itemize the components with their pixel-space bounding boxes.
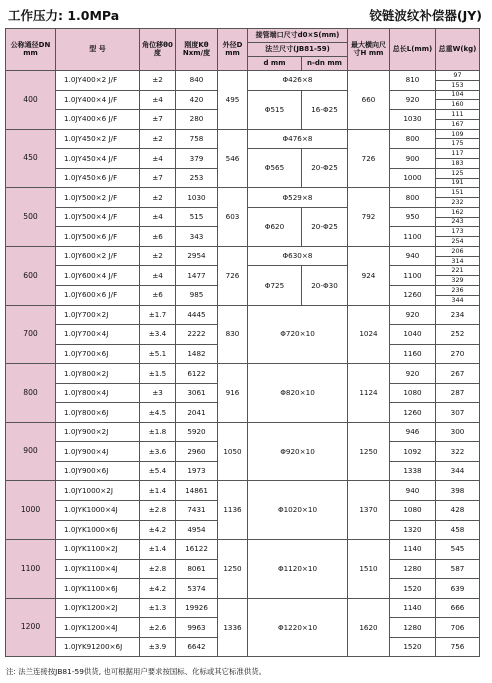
model-cell: 1.0JYK1100×6J — [56, 579, 140, 599]
weight-cell — [436, 149, 480, 169]
length-cell: 1100 — [390, 227, 436, 247]
length-cell: 920 — [390, 305, 436, 325]
height-cell: 1250 — [348, 422, 390, 481]
dn-cell: 1200 — [6, 598, 56, 657]
length-cell: 1160 — [390, 344, 436, 364]
model-cell: 1.0JY900×2J — [56, 422, 140, 442]
model-cell: 1.0JY700×4J — [56, 325, 140, 345]
height-cell: 1370 — [348, 481, 390, 540]
stiffness-cell: 1482 — [176, 344, 218, 364]
stiffness-cell: 6642 — [176, 637, 218, 657]
weight-cell: 545 — [436, 540, 480, 560]
length-cell: 1280 — [390, 559, 436, 579]
angle-cell: ±2.6 — [140, 618, 176, 638]
diameter-cell: 1136 — [218, 481, 248, 540]
weight-cell — [436, 266, 480, 286]
length-cell: 950 — [390, 207, 436, 227]
flange-bolts-cell: 20-Φ30 — [302, 266, 348, 305]
angle-cell: ±2 — [140, 129, 176, 149]
stiffness-cell: 14861 — [176, 481, 218, 501]
length-cell: 1140 — [390, 598, 436, 618]
weight-cell: 428 — [436, 501, 480, 521]
model-cell: 1.0JYK1200×4J — [56, 618, 140, 638]
model-cell: 1.0JY400×6 J/F — [56, 110, 140, 130]
stiffness-cell: 8061 — [176, 559, 218, 579]
angle-cell: ±4 — [140, 149, 176, 169]
weld-size-cell: Φ820×10 — [248, 364, 348, 423]
table-row — [6, 129, 480, 149]
length-cell: 1260 — [390, 286, 436, 306]
model-cell: 1.0JY500×4 J/F — [56, 207, 140, 227]
length-cell: 1140 — [390, 540, 436, 560]
weight-value: 236 — [436, 286, 479, 296]
length-cell: 1280 — [390, 618, 436, 638]
angle-cell: ±3 — [140, 383, 176, 403]
angle-cell: ±7 — [140, 168, 176, 188]
stiffness-cell: 420 — [176, 90, 218, 110]
weld-size-cell: Φ720×10 — [248, 305, 348, 364]
weight-value: 206 — [436, 247, 479, 257]
stiffness-cell: 2954 — [176, 246, 218, 266]
stiffness-cell: 3061 — [176, 383, 218, 403]
model-cell: 1.0JY800×6J — [56, 403, 140, 423]
length-cell: 1030 — [390, 110, 436, 130]
angle-cell: ±1.8 — [140, 422, 176, 442]
angle-cell: ±1.3 — [140, 598, 176, 618]
weight-split — [436, 247, 479, 266]
weight-value: 153 — [451, 80, 464, 89]
weld-size-cell: Φ529×8 — [248, 188, 348, 208]
weight-cell: 287 — [436, 383, 480, 403]
weight-cell: 639 — [436, 579, 480, 599]
stiffness-cell: 5374 — [176, 579, 218, 599]
model-cell: 1.0JY450×2 J/F — [56, 129, 140, 149]
col-weld-group: 接管端口尺寸d0×S(mm) — [248, 29, 348, 43]
col-length: 总长L(mm) — [390, 29, 436, 71]
weight-cell — [436, 246, 480, 266]
angle-cell: ±6 — [140, 286, 176, 306]
model-cell: 1.0JY600×2 J/F — [56, 246, 140, 266]
table-row — [6, 71, 480, 91]
model-cell: 1.0JY400×2 J/F — [56, 71, 140, 91]
stiffness-cell: 758 — [176, 129, 218, 149]
angle-cell: ±2.8 — [140, 559, 176, 579]
col-dn: 公称通径DN mm — [6, 29, 56, 71]
length-cell: 1100 — [390, 266, 436, 286]
angle-cell: ±4.2 — [140, 579, 176, 599]
stiffness-cell: 4954 — [176, 520, 218, 540]
weight-cell: 756 — [436, 637, 480, 657]
angle-cell: ±1.5 — [140, 364, 176, 384]
angle-cell: ±1.4 — [140, 540, 176, 560]
col-weight: 总重W(kg) — [436, 29, 480, 71]
stiffness-cell: 19926 — [176, 598, 218, 618]
model-cell: 1.0JYK91200×6J — [56, 637, 140, 657]
stiffness-cell: 4445 — [176, 305, 218, 325]
angle-cell: ±4.5 — [140, 403, 176, 423]
model-cell: 1.0JY900×6J — [56, 461, 140, 481]
weight-value: 221 — [436, 266, 479, 276]
model-cell: 1.0JY400×4 J/F — [56, 90, 140, 110]
stiffness-cell: 253 — [176, 168, 218, 188]
weight-split — [436, 286, 479, 305]
weight-value: 125 — [436, 169, 479, 179]
working-pressure-label: 工作压力: 1.0MPa — [8, 8, 120, 23]
diameter-cell: 603 — [218, 188, 248, 247]
length-cell: 946 — [390, 422, 436, 442]
weight-value: 243 — [451, 217, 464, 226]
angle-cell: ±4 — [140, 90, 176, 110]
flange-d-cell: Φ565 — [248, 149, 302, 188]
table-row — [6, 246, 480, 266]
length-cell: 800 — [390, 129, 436, 149]
model-cell: 1.0JY800×4J — [56, 383, 140, 403]
weight-split — [436, 110, 479, 129]
model-cell: 1.0JYK1200×2J — [56, 598, 140, 618]
weld-size-cell: Φ1120×10 — [248, 540, 348, 599]
dn-cell: 400 — [6, 71, 56, 130]
model-cell: 1.0JY1000×2J — [56, 481, 140, 501]
weld-size-cell: Φ1020×10 — [248, 481, 348, 540]
model-cell: 1.0JY500×2 J/F — [56, 188, 140, 208]
weight-value: 175 — [451, 139, 464, 148]
stiffness-cell: 2041 — [176, 403, 218, 423]
angle-cell: ±6 — [140, 227, 176, 247]
table-row — [6, 598, 480, 618]
weight-value: 191 — [451, 178, 464, 187]
diameter-cell: 1050 — [218, 422, 248, 481]
dn-cell: 450 — [6, 129, 56, 188]
spec-table-body — [6, 71, 480, 657]
table-row — [6, 364, 480, 384]
weight-cell: 344 — [436, 461, 480, 481]
stiffness-cell: 1973 — [176, 461, 218, 481]
height-cell: 660 — [348, 71, 390, 130]
angle-cell: ±2 — [140, 71, 176, 91]
col-stiffness: 刚度Kθ Nxm/度 — [176, 29, 218, 71]
weight-cell — [436, 110, 480, 130]
spec-table — [5, 28, 480, 657]
weight-cell: 398 — [436, 481, 480, 501]
weight-cell: 270 — [436, 344, 480, 364]
length-cell: 1320 — [390, 520, 436, 540]
angle-cell: ±3.4 — [140, 325, 176, 345]
angle-cell: ±1.7 — [140, 305, 176, 325]
weight-cell — [436, 168, 480, 188]
col-flange-group: 法兰尺寸(JB81-59) — [248, 43, 348, 57]
model-cell: 1.0JYK1100×2J — [56, 540, 140, 560]
weight-cell: 307 — [436, 403, 480, 423]
dn-cell: 600 — [6, 246, 56, 305]
weld-size-cell: Φ426×8 — [248, 71, 348, 91]
weight-value: 104 — [436, 91, 479, 101]
weight-split — [436, 149, 479, 168]
model-cell: 1.0JY450×4 J/F — [56, 149, 140, 169]
diameter-cell: 1250 — [218, 540, 248, 599]
weight-value: 254 — [451, 237, 464, 246]
stiffness-cell: 7431 — [176, 501, 218, 521]
weight-cell — [436, 188, 480, 208]
weight-value: 167 — [451, 119, 464, 128]
diameter-cell: 830 — [218, 305, 248, 364]
length-cell: 1080 — [390, 383, 436, 403]
stiffness-cell: 9963 — [176, 618, 218, 638]
col-angle: 角位移θ0度 — [140, 29, 176, 71]
weight-value: 97 — [436, 71, 479, 81]
dn-cell: 900 — [6, 422, 56, 481]
height-cell: 1510 — [348, 540, 390, 599]
table-row — [6, 422, 480, 442]
weight-cell: 234 — [436, 305, 480, 325]
table-row — [6, 481, 480, 501]
dn-cell: 800 — [6, 364, 56, 423]
flange-d-cell: Φ725 — [248, 266, 302, 305]
weight-split — [436, 130, 479, 149]
weight-value: 160 — [451, 100, 464, 109]
stiffness-cell: 1030 — [176, 188, 218, 208]
col-flange-d: d mm — [248, 57, 302, 71]
weight-split — [436, 188, 479, 207]
height-cell: 792 — [348, 188, 390, 247]
angle-cell: ±3.6 — [140, 442, 176, 462]
weight-split — [436, 266, 479, 285]
weight-cell: 587 — [436, 559, 480, 579]
diameter-cell: 495 — [218, 71, 248, 130]
length-cell: 940 — [390, 246, 436, 266]
col-model: 型 号 — [56, 29, 140, 71]
model-cell: 1.0JY450×6 J/F — [56, 168, 140, 188]
length-cell: 1092 — [390, 442, 436, 462]
table-row — [6, 188, 480, 208]
weight-value: 314 — [451, 256, 464, 265]
model-cell: 1.0JYK1000×4J — [56, 501, 140, 521]
flange-bolts-cell: 20-Φ25 — [302, 149, 348, 188]
angle-cell: ±4 — [140, 207, 176, 227]
weight-cell — [436, 71, 480, 91]
weight-cell: 458 — [436, 520, 480, 540]
weight-cell — [436, 129, 480, 149]
diameter-cell: 916 — [218, 364, 248, 423]
dn-cell: 700 — [6, 305, 56, 364]
stiffness-cell: 840 — [176, 71, 218, 91]
length-cell: 1338 — [390, 461, 436, 481]
weld-size-cell: Φ1220×10 — [248, 598, 348, 657]
weight-cell: 666 — [436, 598, 480, 618]
angle-cell: ±2.8 — [140, 501, 176, 521]
model-cell: 1.0JYK1100×4J — [56, 559, 140, 579]
weld-size-cell: Φ630×8 — [248, 246, 348, 266]
angle-cell: ±4.2 — [140, 520, 176, 540]
length-cell: 1520 — [390, 579, 436, 599]
col-flange-n: n-dn — [307, 58, 325, 67]
col-height: 最大横向尺寸H mm — [348, 29, 390, 71]
length-cell: 940 — [390, 481, 436, 501]
weld-size-cell: Φ476×8 — [248, 129, 348, 149]
weight-cell — [436, 286, 480, 306]
length-cell: 900 — [390, 149, 436, 169]
model-cell: 1.0JY700×6J — [56, 344, 140, 364]
model-cell: 1.0JY500×6 J/F — [56, 227, 140, 247]
angle-cell: ±2 — [140, 246, 176, 266]
model-cell: 1.0JY600×4 J/F — [56, 266, 140, 286]
model-cell: 1.0JY700×2J — [56, 305, 140, 325]
weight-cell — [436, 207, 480, 227]
height-cell: 726 — [348, 129, 390, 188]
weight-value: 183 — [451, 158, 464, 167]
weight-split — [436, 227, 479, 246]
weight-split — [436, 71, 479, 90]
length-cell: 1040 — [390, 325, 436, 345]
weight-value: 117 — [436, 149, 479, 159]
weight-cell: 267 — [436, 364, 480, 384]
length-cell: 1000 — [390, 168, 436, 188]
height-cell: 1024 — [348, 305, 390, 364]
weight-cell: 252 — [436, 325, 480, 345]
weight-cell — [436, 227, 480, 247]
angle-cell: ±5.1 — [140, 344, 176, 364]
flange-bolts-cell: 16-Φ25 — [302, 90, 348, 129]
dn-cell: 1100 — [6, 540, 56, 599]
model-cell: 1.0JY600×6 J/F — [56, 286, 140, 306]
stiffness-cell: 5920 — [176, 422, 218, 442]
diameter-cell: 726 — [218, 246, 248, 305]
weight-value: 109 — [436, 130, 479, 140]
weight-cell: 322 — [436, 442, 480, 462]
angle-cell: ±1.4 — [140, 481, 176, 501]
col-flange-n-group — [302, 57, 348, 71]
weight-value: 151 — [436, 188, 479, 198]
page-title: 铰链波纹补偿器(JY) — [369, 8, 482, 23]
weight-value: 162 — [436, 208, 479, 218]
length-cell: 1080 — [390, 501, 436, 521]
diameter-cell: 546 — [218, 129, 248, 188]
height-cell: 924 — [348, 246, 390, 305]
length-cell: 1520 — [390, 637, 436, 657]
dn-cell: 500 — [6, 188, 56, 247]
weight-value: 111 — [436, 110, 479, 120]
model-cell: 1.0JYK1000×6J — [56, 520, 140, 540]
model-cell: 1.0JY900×4J — [56, 442, 140, 462]
height-cell: 1124 — [348, 364, 390, 423]
weight-cell: 706 — [436, 618, 480, 638]
length-cell: 810 — [390, 71, 436, 91]
flange-d-cell: Φ620 — [248, 207, 302, 246]
stiffness-cell: 2222 — [176, 325, 218, 345]
col-diameter: 外径D mm — [218, 29, 248, 71]
angle-cell: ±5.4 — [140, 461, 176, 481]
flange-d-cell: Φ515 — [248, 90, 302, 129]
weight-split — [436, 208, 479, 227]
length-cell: 920 — [390, 364, 436, 384]
weight-split — [436, 169, 479, 188]
diameter-cell: 1336 — [218, 598, 248, 657]
stiffness-cell: 16122 — [176, 540, 218, 560]
footnote: 注: 法兰连接按JB81-59供货, 也可根据用户要求按国标、化标或其它标准供货。 — [6, 667, 266, 676]
table-row — [6, 305, 480, 325]
stiffness-cell: 6122 — [176, 364, 218, 384]
weight-value: 344 — [451, 295, 464, 304]
dn-cell: 1000 — [6, 481, 56, 540]
angle-cell: ±7 — [140, 110, 176, 130]
weight-cell: 300 — [436, 422, 480, 442]
weight-cell — [436, 90, 480, 110]
weight-value: 173 — [436, 227, 479, 237]
weld-size-cell: Φ920×10 — [248, 422, 348, 481]
stiffness-cell: 515 — [176, 207, 218, 227]
weight-value: 232 — [451, 197, 464, 206]
length-cell: 920 — [390, 90, 436, 110]
length-cell: 800 — [390, 188, 436, 208]
angle-cell: ±2 — [140, 188, 176, 208]
col-flange-mm: mm — [327, 58, 342, 67]
length-cell: 1260 — [390, 403, 436, 423]
table-row — [6, 540, 480, 560]
angle-cell: ±3.9 — [140, 637, 176, 657]
stiffness-cell: 280 — [176, 110, 218, 130]
stiffness-cell: 985 — [176, 286, 218, 306]
stiffness-cell: 1477 — [176, 266, 218, 286]
stiffness-cell: 343 — [176, 227, 218, 247]
height-cell: 1620 — [348, 598, 390, 657]
weight-value: 329 — [451, 276, 464, 285]
model-cell: 1.0JY800×2J — [56, 364, 140, 384]
weight-split — [436, 91, 479, 110]
flange-bolts-cell: 20-Φ25 — [302, 207, 348, 246]
angle-cell: ±4 — [140, 266, 176, 286]
stiffness-cell: 2960 — [176, 442, 218, 462]
stiffness-cell: 379 — [176, 149, 218, 169]
